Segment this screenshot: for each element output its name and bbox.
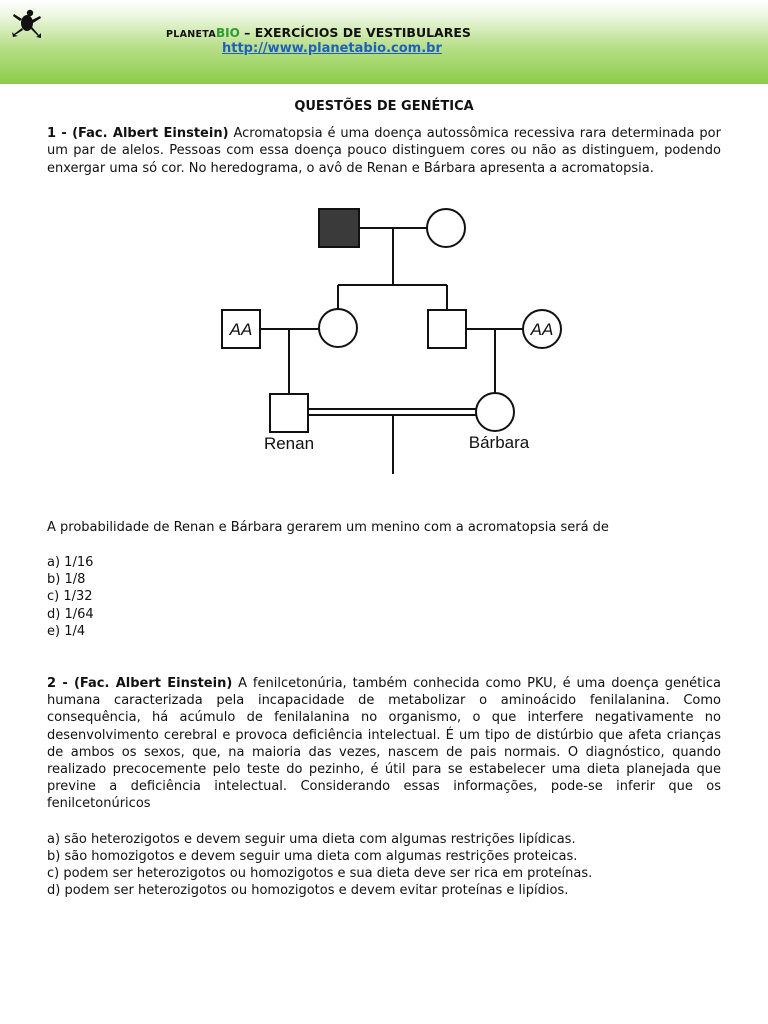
question-2-option-c: c) podem ser heterozigotos ou homozigotos e sua dieta deve ser rica em proteínas.	[47, 866, 593, 882]
brand-name-part2: BIO	[216, 26, 240, 40]
question-1-options	[47, 554, 721, 640]
question-2-option-b: b) são homozigotos e devem seguir uma dieta com algumas restrições proteicas.	[47, 848, 578, 864]
grandmother-symbol	[427, 209, 465, 247]
brand-name-part1: PLANETA	[166, 29, 217, 40]
question-2-number: 2 - (Fac. Albert Einstein)	[47, 676, 233, 692]
barbara-label: Bárbara	[468, 432, 530, 452]
question-1-statement	[47, 125, 721, 177]
frog-logo-icon	[10, 6, 44, 40]
affected-grandfather-symbol	[319, 209, 359, 247]
document-body	[47, 98, 721, 899]
question-1-option-b: b) 1/8	[47, 572, 86, 588]
site-title	[166, 25, 471, 40]
question-1-option-a: a) 1/16	[47, 555, 94, 571]
question-2-statement	[47, 675, 721, 813]
right-father-symbol	[428, 310, 466, 348]
question-1-prompt: A probabilidade de Renan e Bárbara gerarem um menino com a acromatopsia será de	[47, 519, 609, 535]
question-2-options	[47, 831, 721, 900]
page-header	[0, 0, 768, 84]
right-mother-genotype: AA	[530, 319, 554, 339]
barbara-symbol	[476, 393, 514, 431]
question-1-option-d: d) 1/64	[47, 606, 94, 622]
question-2-option-d: d) podem ser heterozigotos ou homozigotos e devem evitar proteínas e lipídios.	[47, 883, 569, 899]
site-subtitle: – EXERCÍCIOS DE VESTIBULARES	[239, 25, 471, 40]
renan-label: Renan	[263, 433, 315, 453]
question-1-option-e: e) 1/4	[47, 623, 86, 639]
left-mother-symbol	[319, 309, 357, 347]
site-url-link[interactable]: http://www.planetabio.com.br	[222, 41, 442, 56]
renan-symbol	[270, 394, 308, 432]
question-1-number: 1 - (Fac. Albert Einstein)	[47, 126, 229, 142]
pedigree-diagram	[219, 208, 554, 478]
left-father-genotype: AA	[229, 319, 253, 339]
question-1-text: Acromatopsia é uma doença autossômica recessiva rara determinada por um par de alelos. Pessoas com essa doença pouco distinguem cores ou não as distinguem, podendo enxergar uma só cor. No heredograma, o avô de Renan e Bárbara apresenta a acromatopsia.	[47, 126, 721, 176]
question-1-option-c: c) 1/32	[47, 589, 93, 605]
question-2-option-a: a) são heterozigotos e devem seguir uma dieta com algumas restrições lipídicas.	[47, 831, 576, 847]
question-2-text: A fenilcetonúria, também conhecida como PKU, é uma doença genética humana caracterizada pela incapacidade de metabolizar o aminoácido fenilalanina. Como consequência, há acúmulo de fenilalanina no organismo, o que interfere negativamente no desenvolvimento cerebral e provoca deficiência intelectual. É um tipo de distúrbio que afeta crianças de ambos os sexos, que, na maioria das vezes, nascem de pais normais. O diagnóstico, quando realizado precocemente pelo teste do pezinho, é útil para se estabelecer uma dieta planejada que previne a deficiência intelectual. Considerando essas informações, pode-se inferir que os fenilcetonúricos	[47, 676, 721, 812]
page-title: QUESTÕES DE GENÉTICA	[294, 99, 474, 114]
